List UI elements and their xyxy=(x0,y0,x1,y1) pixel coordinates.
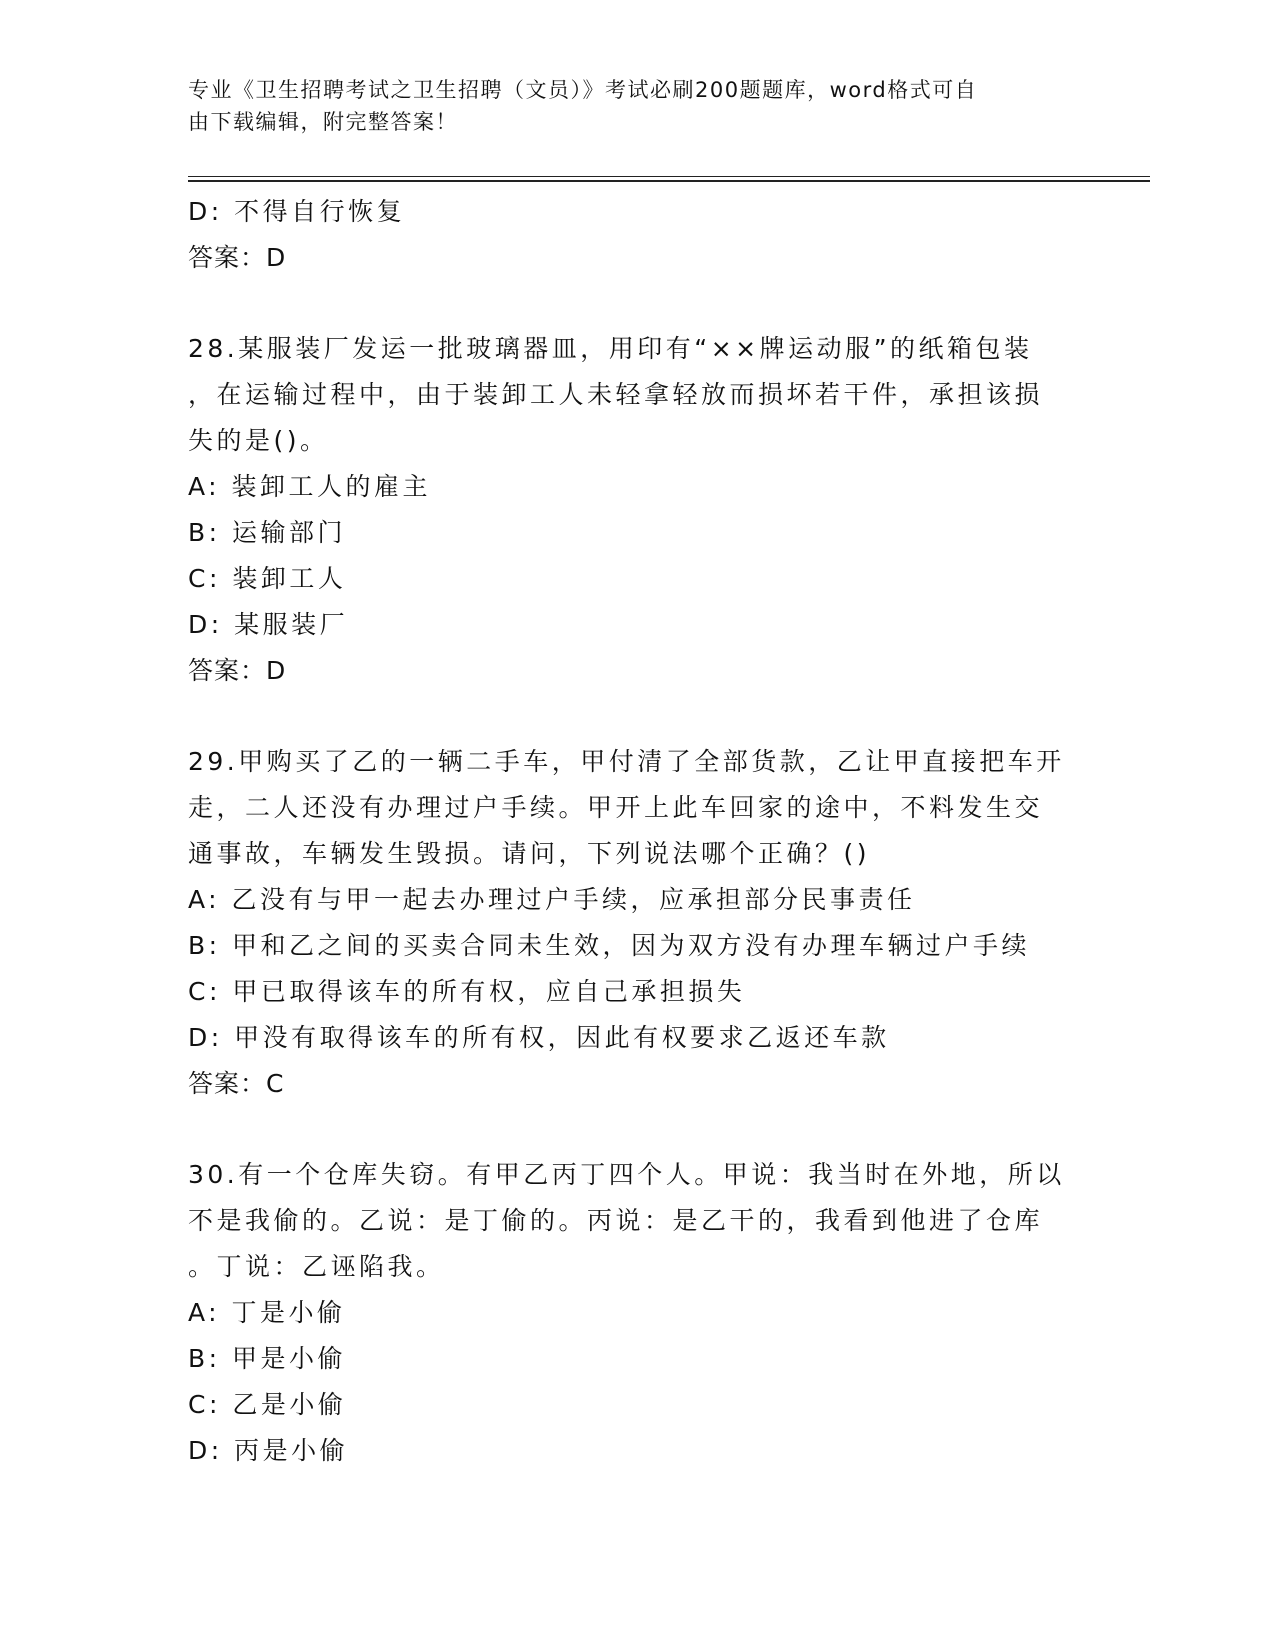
question-stem-line: 。丁说：乙诬陷我。 xyxy=(188,1252,445,1281)
question-29 xyxy=(188,739,1088,1107)
question-stem-line: 失的是()。 xyxy=(188,426,329,455)
option-d: D: 甲没有取得该车的所有权，因此有权要求乙返还车款 xyxy=(188,1023,890,1052)
spacer xyxy=(188,281,1088,326)
option-b: B: 运输部门 xyxy=(188,518,347,547)
spacer xyxy=(188,694,1088,739)
question-stem-line: ，在运输过程中，由于装卸工人未轻拿轻放而损坏若干件，承担该损 xyxy=(188,380,1044,409)
answer-text: 答案：D xyxy=(188,243,287,272)
question-stem-line: 通事故，车辆发生毁损。请问，下列说法哪个正确？() xyxy=(188,839,871,868)
header-line-1: 专业《卫生招聘考试之卫生招聘（文员）》考试必刷200题题库，word格式可自 xyxy=(188,78,978,102)
answer-text: 答案：D xyxy=(188,656,287,685)
question-stem-line: 走，二人还没有办理过户手续。甲开上此车回家的途中，不料发生交 xyxy=(188,793,1044,822)
question-28 xyxy=(188,326,1088,694)
option-c: C: 甲已取得该车的所有权，应自己承担损失 xyxy=(188,977,746,1006)
question-27-tail xyxy=(188,189,1088,281)
document-body xyxy=(188,189,1088,1474)
header-divider-thin xyxy=(188,176,1150,177)
answer-text: 答案：C xyxy=(188,1069,285,1098)
question-stem-line: 28.某服装厂发运一批玻璃器皿，用印有“××牌运动服”的纸箱包装 xyxy=(188,334,1033,363)
question-stem-line: 30.有一个仓库失窃。有甲乙丙丁四个人。甲说：我当时在外地，所以 xyxy=(188,1160,1065,1189)
option-c: C: 装卸工人 xyxy=(188,564,347,593)
option-a: A: 乙没有与甲一起去办理过户手续，应承担部分民事责任 xyxy=(188,885,916,914)
header-line-2: 由下载编辑，附完整答案！ xyxy=(188,110,458,134)
option-d: D: 不得自行恢复 xyxy=(188,197,406,226)
option-b: B: 甲是小偷 xyxy=(188,1344,347,1373)
option-b: B: 甲和乙之间的买卖合同未生效，因为双方没有办理车辆过户手续 xyxy=(188,931,1031,960)
question-stem-line: 29.甲购买了乙的一辆二手车，甲付清了全部货款，乙让甲直接把车开 xyxy=(188,747,1065,776)
option-d: D: 丙是小偷 xyxy=(188,1436,349,1465)
option-d: D: 某服装厂 xyxy=(188,610,349,639)
option-a: A: 丁是小偷 xyxy=(188,1298,346,1327)
option-c: C: 乙是小偷 xyxy=(188,1390,347,1419)
document-header xyxy=(188,74,1068,138)
spacer xyxy=(188,1107,1088,1152)
question-stem-line: 不是我偷的。乙说：是丁偷的。丙说：是乙干的，我看到他进了仓库 xyxy=(188,1206,1044,1235)
option-a: A: 装卸工人的雇主 xyxy=(188,472,432,501)
question-30 xyxy=(188,1152,1088,1474)
header-divider-thick xyxy=(188,180,1150,182)
